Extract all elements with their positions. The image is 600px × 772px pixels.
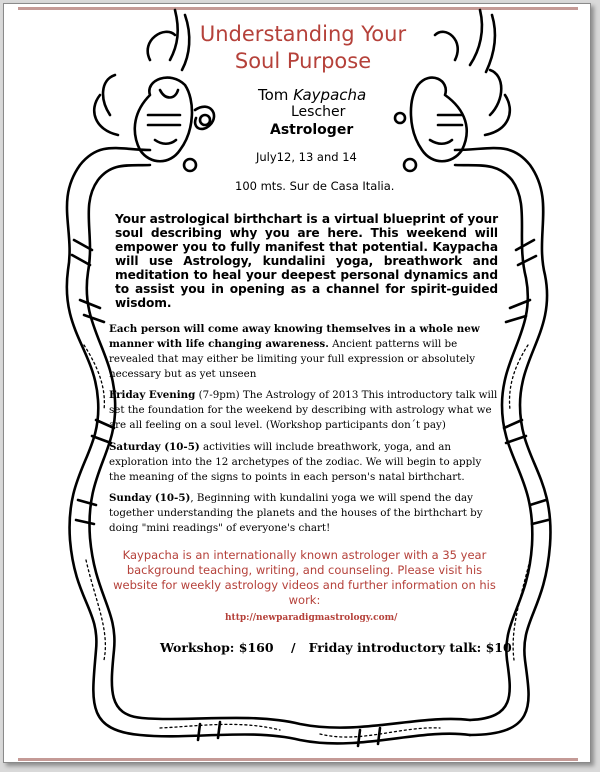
paragraph-saturday-bold: Saturday (10-5) [109, 441, 200, 453]
presenter-role: Astrologer [270, 122, 354, 138]
title-line2: Soul Purpose [234, 49, 372, 73]
intro-paragraph: Your astrological birthchart is a virtual blueprint of your soul describing why you are here. This weekend will empower you to fully manifest that potential. Kaypacha will use Astrology, kundalini yoga, breathwork and meditation to heal your deepest personal dynamics and to assist you in opening as a channel for spirit-guided wisdom. [115, 212, 498, 310]
paragraph-friday-text: (7-9pm) The Astrology of 2013 This introductory talk will set the foundation for the weekend by describing with astrology what we are all feeling on a soul level. (Workshop participants don´t pay) [109, 389, 498, 431]
website-link[interactable]: http://newparadigmastrology.com/ [225, 613, 398, 623]
title-line1: Understanding Your [199, 22, 407, 46]
price-line: Workshop: $160 / Friday introductory talk: $10 [160, 640, 512, 655]
paragraph-sunday-bold: Sunday (10-5) [109, 492, 191, 504]
flyer-title [183, 21, 423, 75]
event-location: 100 mts. Sur de Casa Italia. [235, 179, 395, 193]
paragraph-awareness-bold: Each person will come away knowing themselves in a whole new manner with life changing awareness. [109, 323, 480, 350]
presenter-last-name: Lescher [291, 104, 346, 120]
paragraph-friday [109, 388, 501, 433]
event-dates: July12, 13 and 14 [256, 150, 357, 164]
paragraph-sunday [109, 491, 501, 536]
paragraph-saturday-text: activities will include breathwork, yoga, and an exploration into the 12 archetypes of the zodiac. We will begin to apply the meaning of the signs to points in each person's natal birthchart. [109, 441, 482, 483]
presenter-middle-name: Kaypacha [293, 86, 367, 104]
paragraph-sunday-text: , Beginning with kundalini yoga we will spend the day together understanding the planets and the houses of the birthchart by doing "mini readings" of everyone's chart! [109, 492, 483, 534]
paragraph-saturday [109, 440, 501, 485]
paragraph-awareness [109, 322, 501, 382]
paragraph-awareness-text: Ancient patterns will be revealed that may either be limiting your full expression or absolutely necessary but as yet unseen [109, 338, 476, 380]
presenter-name [258, 86, 366, 104]
presenter-first-name: Tom [258, 86, 289, 104]
bio-paragraph: Kaypacha is an internationally known astrologer with a 35 year background teaching, writing, and counseling. Please visit his website for weekly astrology videos and further information on his work: [113, 548, 496, 607]
paragraph-friday-bold: Friday Evening [109, 389, 196, 401]
